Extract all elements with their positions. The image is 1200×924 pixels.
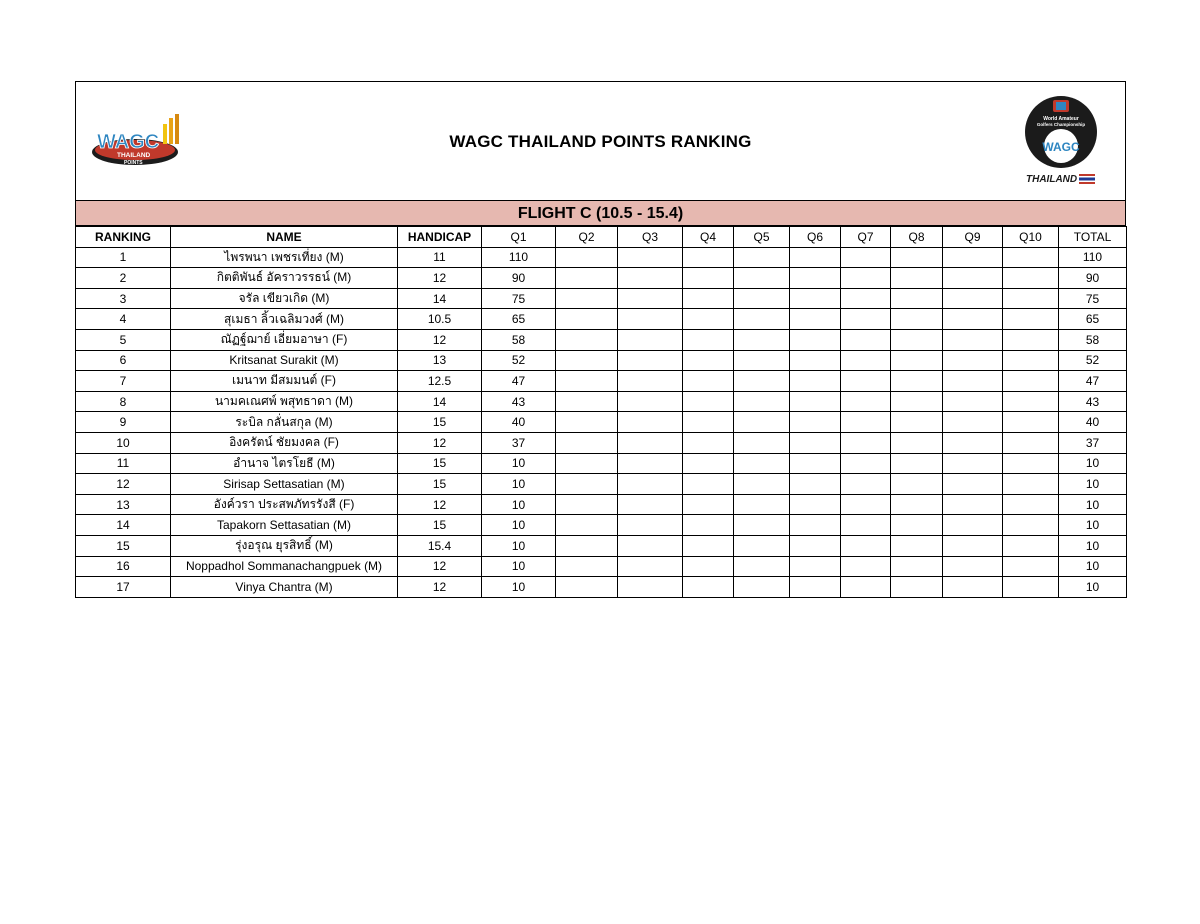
q7-cell (841, 494, 891, 515)
q8-cell (891, 329, 943, 350)
total-cell: 10 (1059, 453, 1127, 474)
q9-cell (943, 391, 1003, 412)
rank-cell: 16 (76, 556, 171, 577)
table-row (76, 288, 1127, 309)
rank-cell: 6 (76, 350, 171, 371)
q4-cell (683, 350, 734, 371)
q7-cell (841, 268, 891, 289)
q3-cell (618, 309, 683, 330)
table-row (76, 350, 1127, 371)
q9-cell (943, 371, 1003, 392)
table-row (76, 329, 1127, 350)
q4-cell (683, 453, 734, 474)
q3-cell (618, 247, 683, 268)
q5-cell (734, 432, 790, 453)
q3-cell (618, 391, 683, 412)
q1-cell: 10 (482, 577, 556, 598)
svg-text:POINTS: POINTS (124, 160, 143, 166)
table-row (76, 474, 1127, 495)
svg-text:WAGC: WAGC (1042, 140, 1080, 154)
table-row (76, 309, 1127, 330)
q1-cell: 58 (482, 329, 556, 350)
q3-cell (618, 432, 683, 453)
handicap-cell: 14 (398, 288, 482, 309)
q1-cell: 10 (482, 535, 556, 556)
rank-cell: 15 (76, 535, 171, 556)
ranking-sheet (75, 81, 1126, 598)
total-cell: 65 (1059, 309, 1127, 330)
q5-cell (734, 494, 790, 515)
q8-cell (891, 350, 943, 371)
q4-cell (683, 577, 734, 598)
q4-cell (683, 494, 734, 515)
rank-cell: 2 (76, 268, 171, 289)
q1-cell: 10 (482, 474, 556, 495)
svg-text:World Amateur: World Amateur (1043, 116, 1079, 122)
q9-cell (943, 577, 1003, 598)
q10-cell (1003, 535, 1059, 556)
name-cell: Sirisap Settasatian (M) (171, 474, 398, 495)
table-row (76, 247, 1127, 268)
q5-cell (734, 247, 790, 268)
handicap-cell: 15 (398, 515, 482, 536)
q10-cell (1003, 391, 1059, 412)
handicap-cell: 12 (398, 577, 482, 598)
rank-cell: 14 (76, 515, 171, 536)
header-q5: Q5 (734, 227, 790, 248)
q1-cell: 52 (482, 350, 556, 371)
q8-cell (891, 247, 943, 268)
report-title: WAGC THAILAND POINTS RANKING (449, 132, 752, 151)
name-cell: เมนาท มีสมมนต์ (F) (171, 371, 398, 392)
q6-cell (790, 453, 841, 474)
total-cell: 10 (1059, 515, 1127, 536)
q5-cell (734, 309, 790, 330)
q8-cell (891, 515, 943, 536)
q9-cell (943, 288, 1003, 309)
q3-cell (618, 535, 683, 556)
name-cell: รุ่งอรุณ ยุรสิทธิ์ (M) (171, 535, 398, 556)
rank-cell: 12 (76, 474, 171, 495)
q6-cell (790, 535, 841, 556)
q4-cell (683, 556, 734, 577)
q1-cell: 37 (482, 432, 556, 453)
handicap-cell: 12 (398, 432, 482, 453)
q9-cell (943, 329, 1003, 350)
q6-cell (790, 391, 841, 412)
header-q2: Q2 (556, 227, 618, 248)
q1-cell: 40 (482, 412, 556, 433)
q4-cell (683, 432, 734, 453)
q3-cell (618, 556, 683, 577)
q3-cell (618, 268, 683, 289)
q4-cell (683, 309, 734, 330)
q2-cell (556, 288, 618, 309)
header-q10: Q10 (1003, 227, 1059, 248)
q7-cell (841, 288, 891, 309)
table-row (76, 412, 1127, 433)
q10-cell (1003, 288, 1059, 309)
total-cell: 10 (1059, 556, 1127, 577)
q1-cell: 47 (482, 371, 556, 392)
q9-cell (943, 350, 1003, 371)
handicap-cell: 15 (398, 453, 482, 474)
q8-cell (891, 391, 943, 412)
q8-cell (891, 309, 943, 330)
q6-cell (790, 412, 841, 433)
name-cell: สุเมธา ลิ้วเฉลิมวงศ์ (M) (171, 309, 398, 330)
rank-cell: 13 (76, 494, 171, 515)
q9-cell (943, 412, 1003, 433)
q8-cell (891, 371, 943, 392)
table-header-row (76, 227, 1127, 248)
rank-cell: 4 (76, 309, 171, 330)
name-cell: ระบิล กลั่นสกุล (M) (171, 412, 398, 433)
rank-cell: 7 (76, 371, 171, 392)
q7-cell (841, 432, 891, 453)
table-row (76, 371, 1127, 392)
table-row (76, 432, 1127, 453)
q3-cell (618, 371, 683, 392)
q10-cell (1003, 371, 1059, 392)
total-cell: 75 (1059, 288, 1127, 309)
q4-cell (683, 391, 734, 412)
header-q7: Q7 (841, 227, 891, 248)
q2-cell (556, 371, 618, 392)
q8-cell (891, 556, 943, 577)
q9-cell (943, 309, 1003, 330)
handicap-cell: 12 (398, 556, 482, 577)
q10-cell (1003, 515, 1059, 536)
rank-cell: 9 (76, 412, 171, 433)
q9-cell (943, 494, 1003, 515)
q8-cell (891, 268, 943, 289)
q8-cell (891, 412, 943, 433)
q10-cell (1003, 577, 1059, 598)
q2-cell (556, 247, 618, 268)
handicap-cell: 10.5 (398, 309, 482, 330)
q5-cell (734, 556, 790, 577)
table-row (76, 268, 1127, 289)
q9-cell (943, 515, 1003, 536)
q5-cell (734, 515, 790, 536)
q6-cell (790, 432, 841, 453)
q7-cell (841, 329, 891, 350)
q10-cell (1003, 494, 1059, 515)
header-total: TOTAL (1059, 227, 1127, 248)
q10-cell (1003, 412, 1059, 433)
q2-cell (556, 535, 618, 556)
q1-cell: 65 (482, 309, 556, 330)
rank-cell: 1 (76, 247, 171, 268)
q4-cell (683, 515, 734, 536)
table-row (76, 535, 1127, 556)
name-cell: Tapakorn Settasatian (M) (171, 515, 398, 536)
q4-cell (683, 329, 734, 350)
q7-cell (841, 453, 891, 474)
q6-cell (790, 309, 841, 330)
q9-cell (943, 556, 1003, 577)
q5-cell (734, 350, 790, 371)
q7-cell (841, 309, 891, 330)
svg-text:THAILAND: THAILAND (117, 152, 151, 159)
rank-cell: 17 (76, 577, 171, 598)
ranking-rows (76, 247, 1127, 597)
q6-cell (790, 268, 841, 289)
q6-cell (790, 474, 841, 495)
q5-cell (734, 412, 790, 433)
rank-cell: 10 (76, 432, 171, 453)
q2-cell (556, 350, 618, 371)
q7-cell (841, 350, 891, 371)
name-cell: ณัฏฐ์ฌาย์ เอี่ยมอาษา (F) (171, 329, 398, 350)
name-cell: ไพรพนา เพชรเที่ยง (M) (171, 247, 398, 268)
q6-cell (790, 288, 841, 309)
name-cell: นามคเณศพ์ พสุทธาดา (M) (171, 391, 398, 412)
handicap-cell: 12.5 (398, 371, 482, 392)
q5-cell (734, 288, 790, 309)
total-cell: 43 (1059, 391, 1127, 412)
total-cell: 47 (1059, 371, 1127, 392)
q10-cell (1003, 474, 1059, 495)
header-ranking: RANKING (76, 227, 171, 248)
name-cell: Vinya Chantra (M) (171, 577, 398, 598)
ranking-table (75, 226, 1127, 598)
q2-cell (556, 432, 618, 453)
q2-cell (556, 577, 618, 598)
q4-cell (683, 412, 734, 433)
q5-cell (734, 391, 790, 412)
q5-cell (734, 329, 790, 350)
q2-cell (556, 309, 618, 330)
rank-cell: 5 (76, 329, 171, 350)
q2-cell (556, 515, 618, 536)
rank-cell: 11 (76, 453, 171, 474)
q3-cell (618, 515, 683, 536)
header-q8: Q8 (891, 227, 943, 248)
q9-cell (943, 432, 1003, 453)
total-cell: 10 (1059, 474, 1127, 495)
table-row (76, 556, 1127, 577)
q5-cell (734, 371, 790, 392)
q1-cell: 10 (482, 453, 556, 474)
total-cell: 40 (1059, 412, 1127, 433)
table-row (76, 577, 1127, 598)
q10-cell (1003, 268, 1059, 289)
handicap-cell: 15 (398, 474, 482, 495)
header-q1: Q1 (482, 227, 556, 248)
name-cell: กิตติพันธ์ อัคราวรรธน์ (M) (171, 268, 398, 289)
rank-cell: 8 (76, 391, 171, 412)
q3-cell (618, 474, 683, 495)
q1-cell: 10 (482, 556, 556, 577)
q1-cell: 110 (482, 247, 556, 268)
q3-cell (618, 453, 683, 474)
wagc-championship-logo (1023, 96, 1103, 192)
q6-cell (790, 577, 841, 598)
total-cell: 58 (1059, 329, 1127, 350)
q6-cell (790, 371, 841, 392)
q3-cell (618, 350, 683, 371)
header-handicap: HANDICAP (398, 227, 482, 248)
q9-cell (943, 247, 1003, 268)
handicap-cell: 12 (398, 268, 482, 289)
q10-cell (1003, 556, 1059, 577)
rank-cell: 3 (76, 288, 171, 309)
q9-cell (943, 535, 1003, 556)
total-cell: 10 (1059, 494, 1127, 515)
q6-cell (790, 247, 841, 268)
q2-cell (556, 556, 618, 577)
q5-cell (734, 577, 790, 598)
q9-cell (943, 453, 1003, 474)
q10-cell (1003, 247, 1059, 268)
handicap-cell: 15 (398, 412, 482, 433)
header-q9: Q9 (943, 227, 1003, 248)
name-cell: Kritsanat Surakit (M) (171, 350, 398, 371)
q1-cell: 90 (482, 268, 556, 289)
header-q6: Q6 (790, 227, 841, 248)
q2-cell (556, 494, 618, 515)
q8-cell (891, 577, 943, 598)
handicap-cell: 11 (398, 247, 482, 268)
table-row (76, 391, 1127, 412)
total-cell: 10 (1059, 535, 1127, 556)
handicap-cell: 14 (398, 391, 482, 412)
q4-cell (683, 474, 734, 495)
q1-cell: 10 (482, 515, 556, 536)
table-row (76, 515, 1127, 536)
q2-cell (556, 268, 618, 289)
q6-cell (790, 556, 841, 577)
q5-cell (734, 474, 790, 495)
q10-cell (1003, 329, 1059, 350)
q10-cell (1003, 453, 1059, 474)
q7-cell (841, 474, 891, 495)
q7-cell (841, 412, 891, 433)
q3-cell (618, 329, 683, 350)
name-cell: อิงครัตน์ ชัยมงคล (F) (171, 432, 398, 453)
q3-cell (618, 412, 683, 433)
q6-cell (790, 350, 841, 371)
q6-cell (790, 329, 841, 350)
name-cell: จรัล เขียวเกิด (M) (171, 288, 398, 309)
svg-text:Golfers Championship: Golfers Championship (1036, 122, 1086, 127)
q5-cell (734, 268, 790, 289)
header-name: NAME (171, 227, 398, 248)
q4-cell (683, 535, 734, 556)
table-row (76, 453, 1127, 474)
q1-cell: 10 (482, 494, 556, 515)
svg-text:THAILAND: THAILAND (1026, 174, 1078, 185)
q2-cell (556, 412, 618, 433)
report-header (75, 81, 1126, 200)
q7-cell (841, 556, 891, 577)
handicap-cell: 12 (398, 329, 482, 350)
q9-cell (943, 268, 1003, 289)
svg-text:WAGC: WAGC (97, 131, 160, 153)
q3-cell (618, 288, 683, 309)
q8-cell (891, 288, 943, 309)
q3-cell (618, 494, 683, 515)
q4-cell (683, 268, 734, 289)
total-cell: 52 (1059, 350, 1127, 371)
total-cell: 37 (1059, 432, 1127, 453)
q4-cell (683, 288, 734, 309)
q5-cell (734, 453, 790, 474)
q4-cell (683, 371, 734, 392)
q8-cell (891, 432, 943, 453)
table-row (76, 494, 1127, 515)
q8-cell (891, 453, 943, 474)
q8-cell (891, 474, 943, 495)
header-q3: Q3 (618, 227, 683, 248)
total-cell: 110 (1059, 247, 1127, 268)
q10-cell (1003, 432, 1059, 453)
name-cell: อำนาจ ไตรโยธี (M) (171, 453, 398, 474)
q9-cell (943, 474, 1003, 495)
q1-cell: 43 (482, 391, 556, 412)
q8-cell (891, 494, 943, 515)
q10-cell (1003, 309, 1059, 330)
handicap-cell: 13 (398, 350, 482, 371)
q2-cell (556, 329, 618, 350)
handicap-cell: 12 (398, 494, 482, 515)
name-cell: Noppadhol Sommanachangpuek (M) (171, 556, 398, 577)
q6-cell (790, 515, 841, 536)
name-cell: อังค์วรา ประสพภัทรรังสี (F) (171, 494, 398, 515)
flight-label: FLIGHT C (10.5 - 15.4) (75, 200, 1126, 226)
q5-cell (734, 535, 790, 556)
header-q4: Q4 (683, 227, 734, 248)
q6-cell (790, 494, 841, 515)
total-cell: 10 (1059, 577, 1127, 598)
q7-cell (841, 515, 891, 536)
handicap-cell: 15.4 (398, 535, 482, 556)
q2-cell (556, 474, 618, 495)
q7-cell (841, 535, 891, 556)
q7-cell (841, 247, 891, 268)
q10-cell (1003, 350, 1059, 371)
q2-cell (556, 453, 618, 474)
q7-cell (841, 577, 891, 598)
q7-cell (841, 371, 891, 392)
q8-cell (891, 535, 943, 556)
q1-cell: 75 (482, 288, 556, 309)
q7-cell (841, 391, 891, 412)
q2-cell (556, 391, 618, 412)
q3-cell (618, 577, 683, 598)
total-cell: 90 (1059, 268, 1127, 289)
q4-cell (683, 247, 734, 268)
